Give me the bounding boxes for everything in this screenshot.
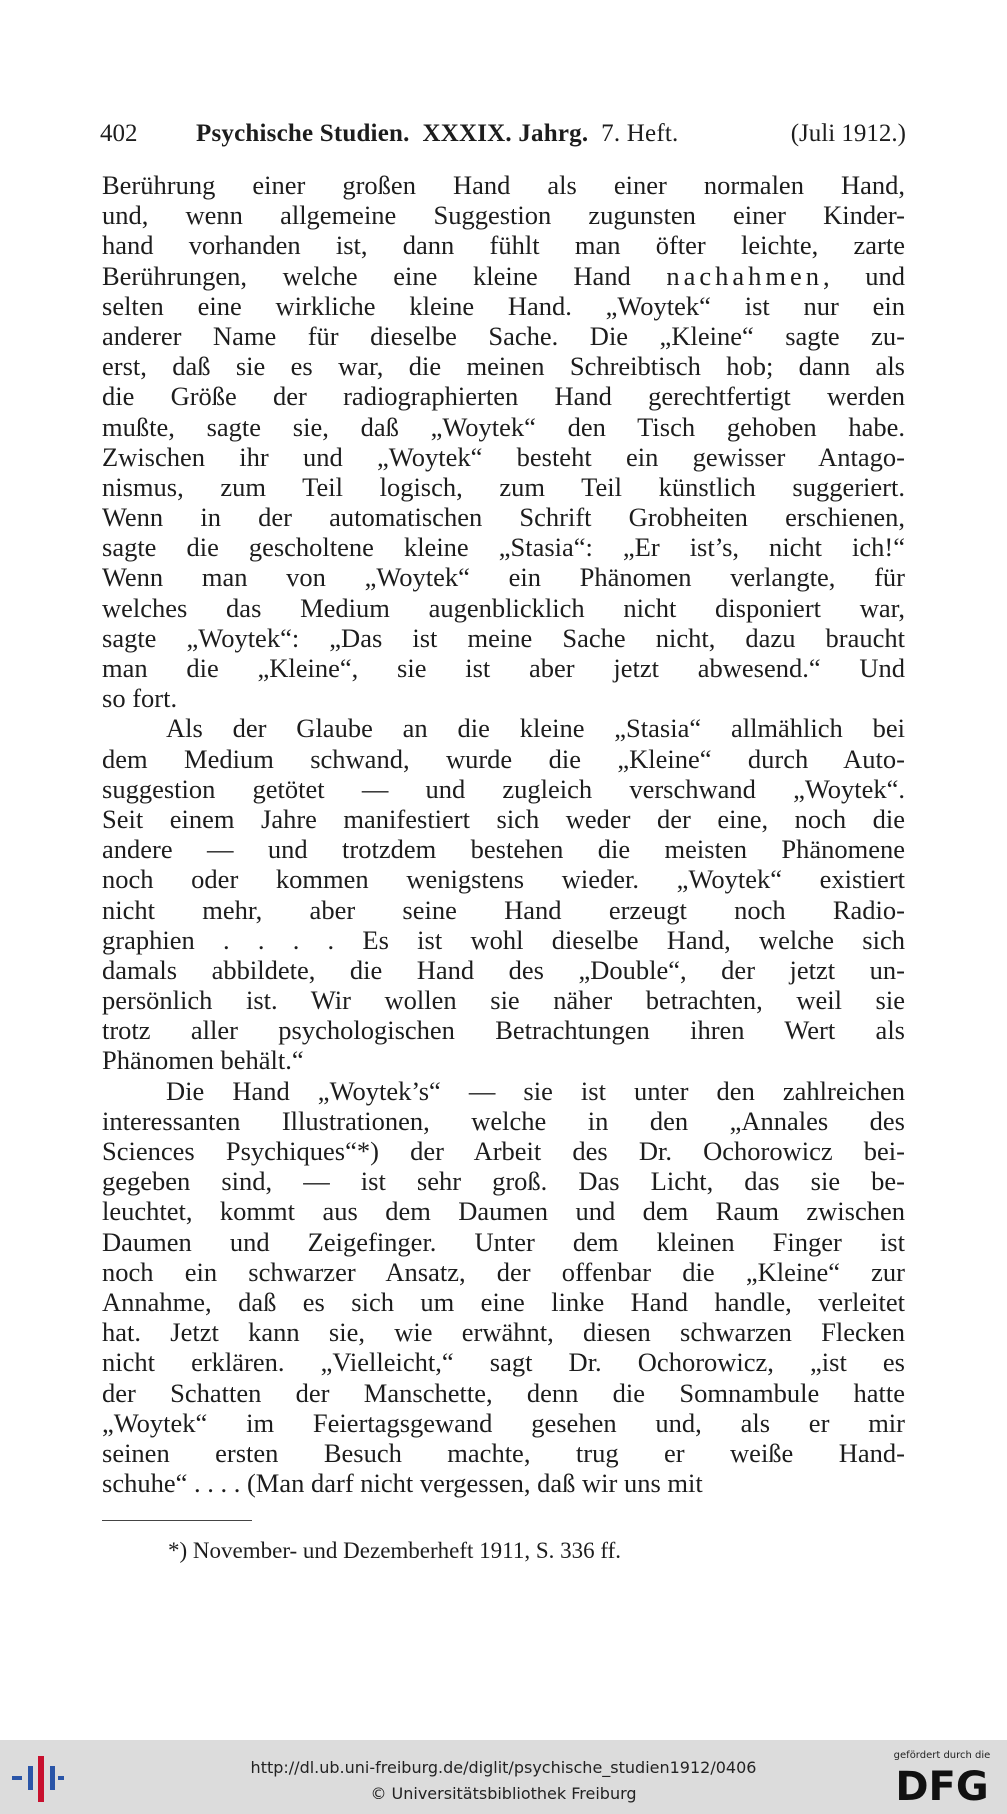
text-line: nismus, zum Teil logisch, zum Teil künstlich suggeriert. [102,471,905,502]
text-line: anderer Name für dieselbe Sache. Die „Kleine“ sagte zu- [102,320,905,351]
footer-bar [0,1740,1007,1814]
text-line: hand vorhanden ist, dann fühlt man öfter leichte, zarte [102,230,905,261]
text-line: gegeben sind, — ist sehr groß. Das Licht, das sie be- [102,1166,905,1197]
running-header [100,116,906,152]
copyright-notice: © Universitätsbibliothek Freiburg [370,1784,637,1803]
dfg-logo-text: DFG [895,1764,989,1808]
text-line: nicht mehr, aber seine Hand erzeugt noch Radio- [102,894,905,925]
text-line: trotz aller psychologischen Betrachtungen ihren Wert als [102,1015,905,1046]
text-line: Berührungen, welche eine kleine Hand nachahmen, und [102,260,905,291]
text-line: hat. Jetzt kann sie, wie erwähnt, diesen schwarzen Flecken [102,1317,905,1348]
text-line: Daumen und Zeigefinger. Unter dem kleinen Finger ist [102,1226,905,1257]
text-line: sagte die gescholtene kleine „Stasia“: „Er ist’s, nicht ich!“ [102,532,905,563]
source-url-link[interactable]: http://dl.ub.uni-freiburg.de/diglit/psychische_studien1912/0406 [250,1758,757,1777]
text-line: leuchtet, kommt aus dem Daumen und dem Raum zwischen [102,1196,905,1227]
text-line: schuhe“ . . . . (Man darf nicht vergessen, daß wir uns mit [102,1468,703,1499]
text-line: nicht erklären. „Vielleicht,“ sagt Dr. Ochorowicz, „ist es [102,1347,905,1378]
text-line: selten eine wirkliche kleine Hand. „Woytek“ ist nur ein [102,290,905,321]
text-line: seinen ersten Besuch machte, trug er weiße Hand- [102,1437,905,1468]
text-line: man die „Kleine“, sie ist aber jetzt abwesend.“ Und [102,653,905,683]
page-number: 402 [100,120,138,147]
text-line: Sciences Psychiques“*) der Arbeit des Dr. Ochorowicz bei- [102,1136,905,1166]
text-line: und, wenn allgemeine Suggestion zugunsten einer Kinder- [102,200,905,231]
text-line: dem Medium schwand, wurde die „Kleine“ durch Auto- [102,743,905,774]
footnote: *) November- und Dezemberheft 1911, S. 336 ff. [168,1538,622,1563]
journal-volume: XXXIX. Jahrg. [422,120,589,147]
text-line: die Größe der radiographierten Hand gerechtfertigt werden [102,381,905,412]
text-line: Wenn in der automatischen Schrift Grobheiten erschienen, [102,502,905,533]
text-line: noch ein schwarzer Ansatz, der offenbar die „Kleine“ zur [102,1256,905,1287]
text-line: Wenn man von „Woytek“ ein Phänomen verlangte, für [102,562,905,593]
text-line: suggestion getötet — und zugleich verschwand „Woytek“. [102,773,905,804]
text-line: erst, daß sie es war, die meinen Schreibtisch hob; dann als [102,351,905,382]
text-line: graphien . . . . Es ist wohl dieselbe Hand, welche sich [102,924,905,955]
dfg-logo-icon [887,1746,997,1808]
text-line: damals abbildete, die Hand des „Double“, der jetzt un- [102,954,905,985]
text-line: persönlich ist. Wir wollen sie näher betrachten, weil sie [102,985,905,1016]
text-line: interessanten Illustrationen, welche in den „Annales des [102,1105,905,1136]
text-line: andere — und trotzdem bestehen die meisten Phänomene [102,834,905,865]
text-line: „Woytek“ im Feiertagsgewand gesehen und, als er mir [102,1407,905,1438]
journal-name: Psychische Studien. [196,120,410,147]
text-line: Phänomen behält.“ [102,1045,304,1076]
text-line: mußte, sagte sie, daß „Woytek“ den Tisch gehoben habe. [102,411,905,442]
text-line: sagte „Woytek“: „Das ist meine Sache nicht, dazu braucht [102,622,905,653]
text-line: Zwischen ihr und „Woytek“ besteht ein gewisser Antago- [102,441,905,472]
text-line: Annahme, daß es sich um eine linke Hand handle, verleitet [102,1286,905,1317]
text-line: noch oder kommen wenigstens wieder. „Woytek“ existiert [102,864,905,895]
body-text [102,170,905,1498]
text-line: Seit einem Jahre manifestiert sich weder der eine, noch die [102,803,905,834]
dfg-caption: gefördert durch die [893,1750,991,1761]
journal-title [196,116,678,152]
text-line: Berührung einer großen Hand als einer normalen Hand, [102,170,905,200]
text-line: welches das Medium augenblicklich nicht disponiert war, [102,592,905,623]
text-line: der Schatten der Manschette, denn die Somnambule hatte [102,1377,905,1408]
footnote-rule [102,1520,252,1521]
journal-issue: 7. Heft. [601,120,679,147]
text-line: Die Hand „Woytek’s“ — sie ist unter den zahlreichen [166,1075,905,1106]
text-line: so fort. [102,683,178,714]
text-line: Als der Glaube an die kleine „Stasia“ allmählich bei [166,713,905,744]
issue-date: (Juli 1912.) [790,120,906,147]
